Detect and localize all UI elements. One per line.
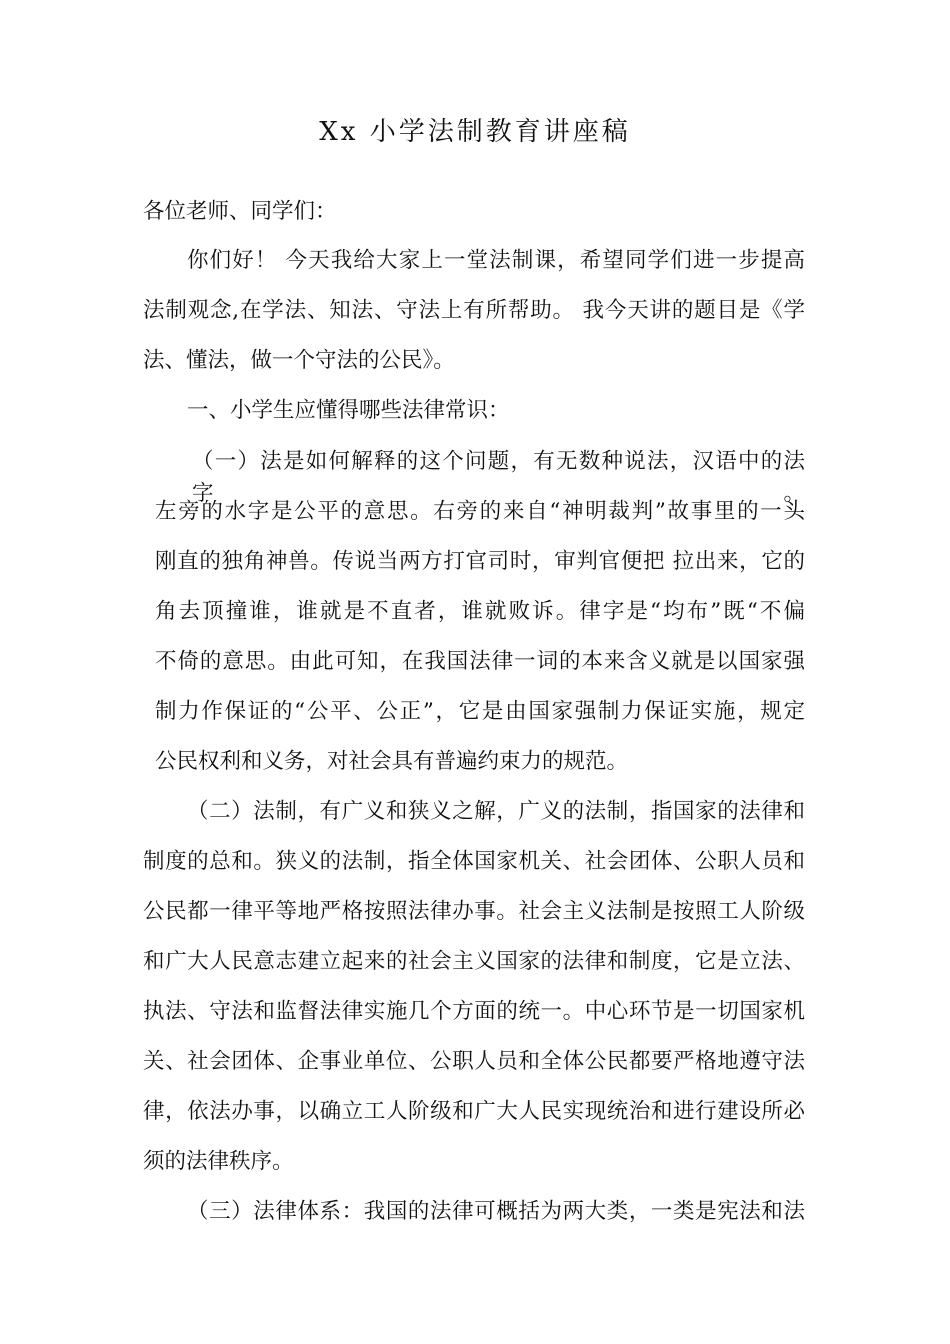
text-line: 法制观念,在学法、知法、守法上有所帮助。 我今天讲的题目是《学: [143, 298, 805, 323]
text-line: （一）法是如何解释的这个问题，有无数种说法，汉语中的法字。: [192, 449, 805, 506]
text-line: （三）法律体系：我国的法律可概括为两大类，一类是宪法和法: [187, 1199, 805, 1224]
text-line: （二）法制，有广义和狭义之解，广义的法制，指国家的法律和: [187, 799, 805, 824]
text-line: 各位老师、同学们：: [143, 199, 337, 224]
text-line: 制力作保证的“公平、公正”，它是由国家强制力保证实施，规定: [155, 699, 805, 724]
text-line: 律，依法办事，以确立工人阶级和广大人民实现统治和进行建设所必: [143, 1099, 805, 1124]
document-title: Xx 小学法制教育讲座稿: [319, 117, 631, 147]
text-line: 刚直的独角神兽。传说当两方打官司时，审判官便把 拉出来，它的: [155, 549, 805, 574]
text-line: 一、小学生应懂得哪些法律常识：: [187, 398, 510, 423]
text-line: 角去顶撞谁，谁就是不直者，谁就败诉。律字是“均布”既“不偏: [155, 599, 805, 624]
text-line: 公民权利和义务，对社会具有普遍约束力的规范。: [155, 749, 629, 774]
text-line: 公民都一律平等地严格按照法律办事。社会主义法制是按照工人阶级: [143, 899, 805, 924]
text-line: 执法、守法和监督法律实施几个方面的统一。中心环节是一切国家机: [143, 999, 805, 1024]
text-line: 和广大人民意志建立起来的社会主义国家的法律和制度，它是立法、: [143, 949, 805, 974]
text-line: 法、懂法，做一个守法的公民》。: [143, 348, 455, 373]
text-line: 关、社会团体、企事业单位、公职人员和全体公民都要严格地遵守法: [143, 1049, 805, 1074]
text-line: 不倚的意思。由此可知，在我国法律一词的本来含义就是以国家强: [155, 649, 805, 674]
text-line: 左旁的水字是公平的意思。右旁的来自“神明裁判”故事里的一头: [155, 499, 805, 524]
text-line: 须的法律秩序。: [143, 1149, 294, 1174]
text-line: 制度的总和。狭义的法制，指全体国家机关、社会团体、公职人员和: [143, 849, 805, 874]
text-line: 你们好！ 今天我给大家上一堂法制课，希望同学们进一步提高: [187, 248, 805, 273]
